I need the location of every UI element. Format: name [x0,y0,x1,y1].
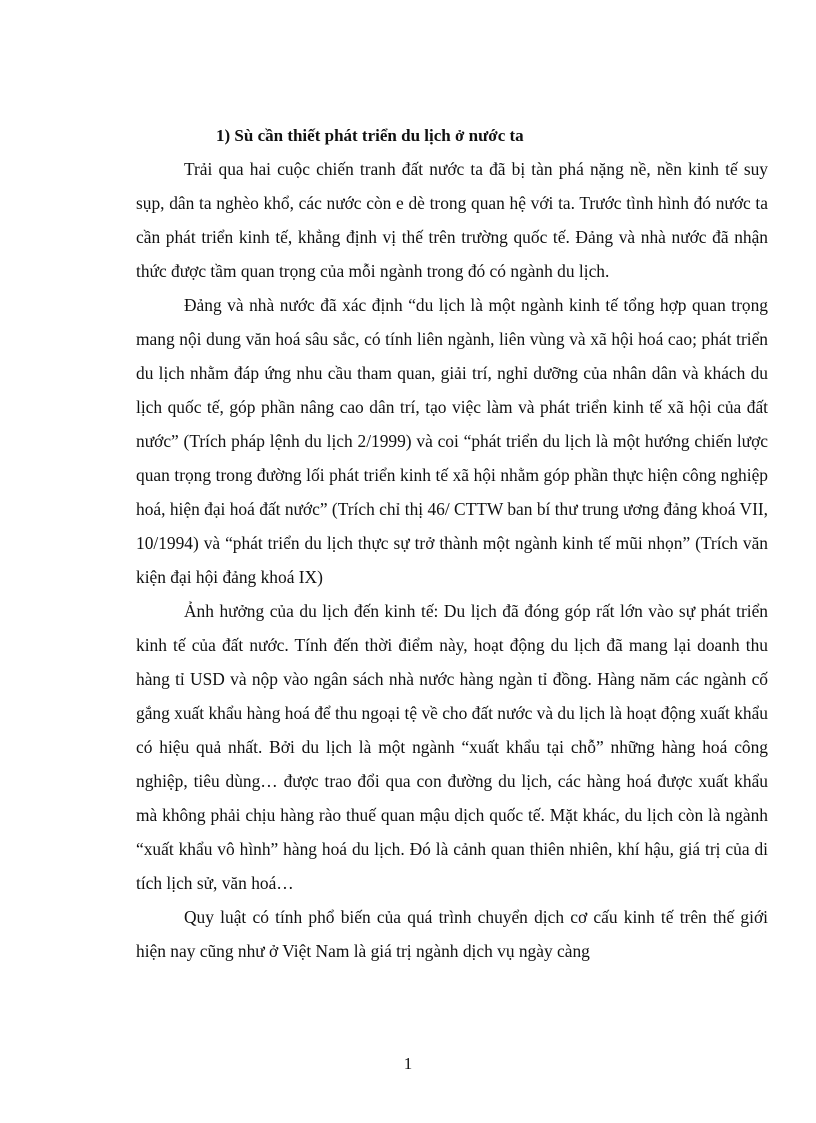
paragraph-1: Trải qua hai cuộc chiến tranh đất nước ta đã bị tàn phá nặng nề, nền kinh tế suy sụp, dân ta nghèo khổ, các nước còn e dè trong quan hệ với ta. Trước tình hình đó nước ta cần phát triển kinh tế, khẳng định vị thế trên trường quốc tế. Đảng và nhà nước đã nhận thức được tầm quan trọng của mỗi ngành trong đó có ngành du lịch. [136,159,768,281]
paragraph-2: Đảng và nhà nước đã xác định “du lịch là một ngành kinh tế tổng hợp quan trọng mang nội dung văn hoá sâu sắc, có tính liên ngành, liên vùng và xã hội hoá cao; phát triển du lịch nhằm đáp ứng nhu cầu tham quan, giải trí, nghỉ dưỡng của nhân dân và khách du lịch quốc tế, góp phần nâng cao dân trí, tạo việc làm và phát triển kinh tế xã hội của đất nước” (Trích pháp lệnh du lịch 2/1999) và coi “phát triển du lịch là một hướng chiến lược quan trọng trong đường lối phát triển kinh tế xã hội nhằm góp phần thực hiện công nghiệp hoá, hiện đại hoá đất nước” (Trích chỉ thị 46/ CTTW ban bí thư trung ương đảng khoá VII, 10/1994) và “phát triển du lịch thực sự trở thành một ngành kinh tế mũi nhọn” (Trích văn kiện đại hội đảng khoá IX) [136,295,768,587]
page-number: 1 [403,1054,413,1073]
section-heading: 1) Sù cần thiết phát triển du lịch ở nước ta [216,126,524,145]
body-text [136,152,768,968]
paragraph-3: Ảnh hưởng của du lịch đến kinh tế: Du lịch đã đóng góp rất lớn vào sự phát triển kinh tế của đất nước. Tính đến thời điểm này, hoạt động du lịch đã mang lại doanh thu hàng tỉ USD và nộp vào ngân sách nhà nước hàng ngàn tỉ đồng. Hàng năm các ngành cố gắng xuất khẩu hàng hoá để thu ngoại tệ về cho đất nước và du lịch là hoạt động xuất khẩu có hiệu quả nhất. Bởi du lịch là một ngành “xuất khẩu tại chỗ” những hàng hoá công nghiệp, tiêu dùng… được trao đổi qua con đường du lịch, các hàng hoá được xuất khẩu mà không phải chịu hàng rào thuế quan mậu dịch quốc tế. Mặt khác, du lịch còn là ngành “xuất khẩu vô hình” hàng hoá du lịch. Đó là cảnh quan thiên nhiên, khí hậu, giá trị của di tích lịch sử, văn hoá… [136,601,768,893]
paragraph-4: Quy luật có tính phổ biến của quá trình chuyển dịch cơ cấu kinh tế trên thế giới hiện nay cũng như ở Việt Nam là giá trị ngành dịch vụ ngày càng [136,907,768,961]
